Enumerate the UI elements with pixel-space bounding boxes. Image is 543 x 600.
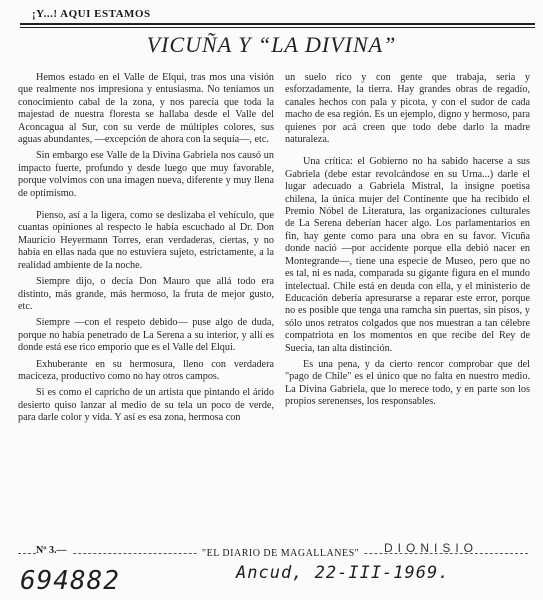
section-header: ¡Y...! AQUI ESTAMOS: [32, 8, 151, 20]
paragraph: Pienso, así a la ligera, como se deslizaba el vehículo, que cuantas opiniones al respecto le había escuchado al Dr. Don Mauricio Heyermann Torres, eran verdaderas, ciertas, y no había en ellas nada que no estuviera sujeto, estrictamente, a la realidad ambiente de la noche.: [18, 210, 274, 271]
paragraph: Siempre dijo, o decía Don Mauro que allá todo era distinto, más grande, más hermoso, la fruta de mejor gusto, etc.: [18, 276, 274, 312]
handwritten-date: Ancud, 22-III-1969.: [236, 563, 450, 583]
top-rule: [20, 23, 535, 25]
paragraph: Sin embargo ese Valle de la Divina Gabriela nos causó un impacto fuerte, profundo y desde luego que muy favorable, porque volvimos con una imagen nueva, diferente y muy llena de optimismo.: [18, 150, 274, 199]
paragraph: Es una pena, y da cierto rencor comprobar que del "pago de Chile" es el único que no falta en nuestro medio. La Divina Gabriela, que lo merece todo, y en parte son los propios serenenses, los responsables.: [285, 358, 530, 408]
issue-number: Nº 3.—: [36, 545, 71, 556]
article-column-left: [18, 72, 274, 429]
paragraph: Exhuberante en su hermosura, lleno con verdadera maciceza, productivo como no hay otros campos.: [18, 358, 274, 382]
paragraph: Una crítica: el Gobierno no ha sabido hacerse a sus Gabriela (debe estar revolcándose en su Urna...) darle el lugar adecuado a Gabriela Mistral, la insigne poetisa chilena, la única mujer del Continente que ha recibido el Premio Nóbel de Literatura, las organizaciones culturales de La Serena deberían hacer algo. Los parlamentarios en fin, hay gente como para una obra en su favor. Vicuña donde nació —por accidente porque ella debió nacer en Montegrande—, tiene una especie de Museo, pero que no es tal, ni es nada, comparada su gigante figura en el mundo intelectual. Chile está en deuda con ella, y el ministerio de Educación debería apresurarse a reparar este error, porque no es posible que tenga una ramcha sin puertas, sin pisos, y sólo unos retratos colgados que nos muestran a tan célebre compatriota en los momentos en que recibe del Rey de Suecia, tan alta distinción.: [285, 156, 530, 354]
paragraph: Si es como el capricho de un artista que pintando el árido desierto quiso lanzar al medio de su tela un poco de verde, para darle color y vida. Y así es esa zona, hermosa con: [18, 387, 274, 424]
newspaper-name: "EL DIARIO DE MAGALLANES": [198, 548, 363, 559]
paragraph: Siempre —con el respeto debido— puse algo de duda, porque no había penetrado de La Serena a su interior, y allí es donde está ese rico emporio que es el Valle del Elqui.: [18, 317, 274, 354]
top-rule-thin: [20, 27, 535, 28]
handwritten-archive-id: 694882: [20, 566, 120, 596]
article-column-right: [285, 72, 530, 413]
paragraph: un suelo rico y con gente que trabaja, seria y esforzadamente, la tierra. Hay grandes obras de regadío, canales hechos con pala y picota, y con el sudor de cada macho de esa región. Es un ejemplo, digno y hermoso, para quienes por acá creen que todo debe darlo la madre naturaleza.: [285, 72, 530, 146]
paragraph: Hemos estado en el Valle de Elqui, tras mos una visión que realmente nos impresiona y entusiasma. No teníamos un conocimiento cabal de la zona, y nos parecía que toda la majestad de nuestra floresta se hallaba desde el Valle del Aconcagua al Sur, con su verde de múltiples colores, sus aguas abundantes, —excepción de ahora con la sequía—, etc.: [18, 72, 274, 146]
article-title: VICUÑA Y “LA DIVINA”: [146, 32, 397, 57]
author-signature: DIONISIO: [384, 541, 479, 555]
